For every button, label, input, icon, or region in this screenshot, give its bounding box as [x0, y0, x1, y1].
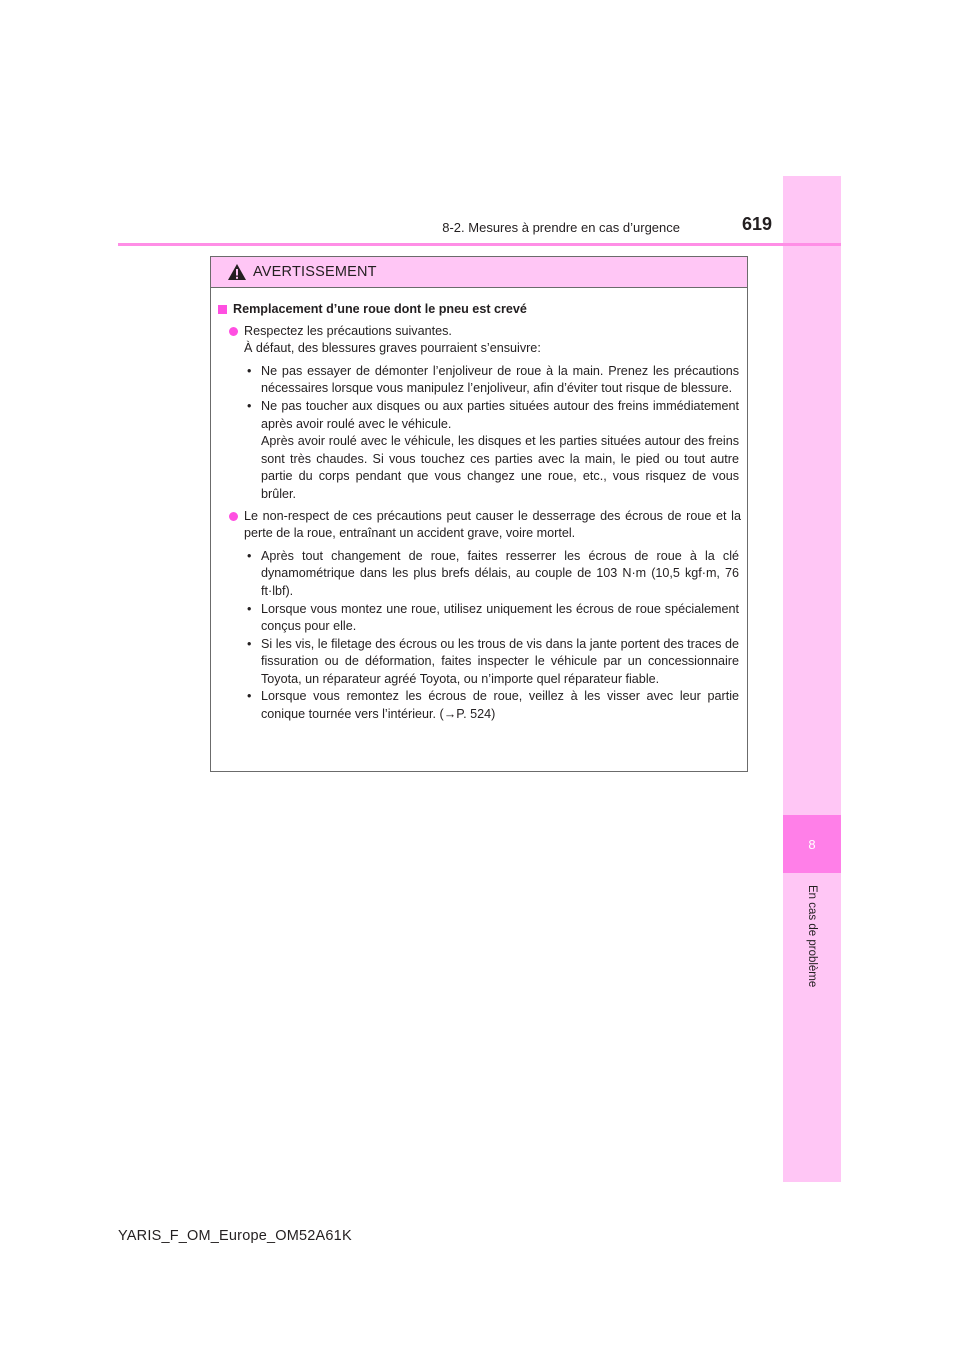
sub-item-text: Ne pas essayer de démonter l’enjoliveur de roue à la main. Prenez les précautions nécessaires lorsque vous manipulez l’enjoliveur, afin d’éviter tout risque de blessure.	[261, 363, 739, 396]
warning-body	[211, 288, 747, 724]
warning-triangle-icon	[227, 263, 247, 281]
sub-item-text: Lorsque vous remontez les écrous de roue, veillez à les visser avec leur partie conique tournée vers l’intérieur. (→P. 524)	[261, 689, 739, 722]
warning-item-text: Respectez les précautions suivantes.	[244, 323, 452, 338]
warning-item-text: Le non-respect de ces précautions peut causer le desserrage des écrous de roue et la perte de la roue, entraînant un accident grave, voire mortel.	[244, 508, 741, 541]
bullet-dot-icon: •	[247, 689, 252, 704]
sub-item-text: Après avoir roulé avec le véhicule, les disques et les parties situées autour des freins sont très chaudes. Si vous touchez ces parties avec la main, le pied ou tout autre partie du corps pendant que vous changez une roue, etc., vous risquez de vous brûler.	[261, 434, 739, 501]
chapter-side-tab	[783, 176, 841, 1182]
sub-item-list	[217, 363, 741, 504]
bullet-dot-icon: •	[247, 398, 252, 413]
document-id: YARIS_F_OM_Europe_OM52A61K	[118, 1228, 352, 1244]
sub-item-list	[217, 548, 741, 724]
warning-item	[217, 323, 741, 358]
bullet-dot-icon: •	[247, 548, 252, 563]
bullet-dot-icon: •	[247, 601, 252, 616]
chapter-label: En cas de problème	[806, 885, 818, 988]
sub-item	[217, 363, 741, 398]
page-number: 619	[741, 214, 772, 234]
sub-item	[217, 548, 741, 601]
sub-item-text: Lorsque vous montez une roue, utilisez uniquement les écrous de roue spécialement conçus pour elle.	[261, 601, 739, 634]
header-rule	[118, 243, 841, 246]
sub-item	[217, 601, 741, 636]
warning-box	[210, 256, 748, 772]
sub-item	[217, 398, 741, 504]
sub-item-text: Après tout changement de roue, faites resserrer les écrous de roue à la clé dynamométrique dans les plus brefs délais, au couple de 103 N·m (10,5 kgf·m, 76 ft·lbf).	[261, 548, 739, 598]
square-bullet-icon	[218, 305, 227, 314]
warning-title: AVERTISSEMENT	[253, 264, 377, 280]
circle-bullet-icon	[229, 512, 238, 521]
warning-header	[211, 257, 747, 288]
chapter-number: 8	[783, 815, 841, 873]
bullet-dot-icon: •	[247, 636, 252, 651]
warning-heading: Remplacement d’une roue dont le pneu est crevé	[217, 301, 741, 319]
section-title: 8-2. Mesures à prendre en cas d’urgence	[442, 220, 680, 235]
sub-item-text: Si les vis, le filetage des écrous ou les trous de vis dans la jante portent des traces de fissuration ou de déformation, faites inspecter le véhicule par un concessionnaire Toyota, un réparateur agréé Toyota, ou n’importe quel réparateur fiable.	[261, 636, 739, 686]
warning-items	[217, 323, 741, 724]
bullet-dot-icon: •	[247, 363, 252, 378]
sub-item-text: Ne pas toucher aux disques ou aux parties situées autour des freins immédiatement après avoir roulé avec le véhicule.	[261, 398, 739, 431]
sub-item	[217, 688, 741, 723]
warning-item	[217, 508, 741, 543]
warning-item-text: À défaut, des blessures graves pourraient s’ensuivre:	[244, 341, 541, 356]
circle-bullet-icon	[229, 327, 238, 336]
sub-item	[217, 636, 741, 689]
